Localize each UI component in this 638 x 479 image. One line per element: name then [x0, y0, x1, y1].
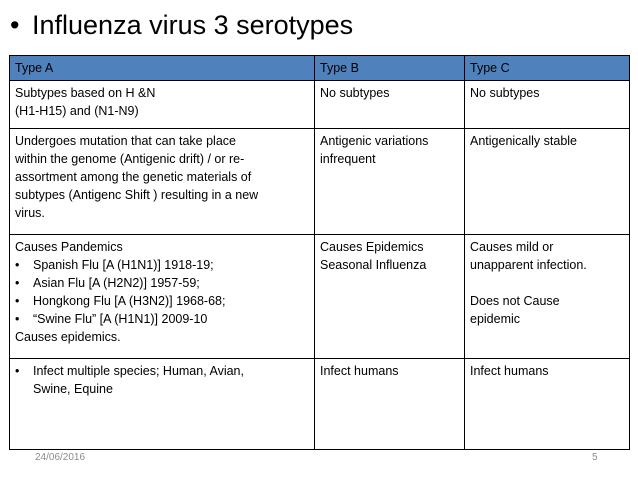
cell-line: virus. — [15, 206, 45, 220]
header-type-a: Type A — [10, 56, 315, 81]
cell-line: Causes mild or — [470, 240, 554, 254]
cell-line: epidemic — [470, 312, 521, 326]
cell-line: infrequent — [320, 152, 376, 166]
spacer — [470, 274, 624, 292]
title-text: Influenza virus 3 serotypes — [32, 10, 354, 40]
cell-line: unapparent infection. — [470, 258, 587, 272]
host-list — [15, 362, 309, 398]
cell-b-epidemiology — [315, 235, 465, 359]
cell-b-hosts: Infect humans — [315, 359, 465, 450]
cell-c-hosts: Infect humans — [465, 359, 630, 450]
cell-line: Causes Epidemics — [320, 240, 424, 254]
cell-line: subtypes (Antigenc Shift ) resulting in a new — [15, 188, 259, 202]
cell-c-mutation: Antigenically stable — [465, 129, 630, 235]
slide-title — [10, 8, 353, 42]
cell-line: Swine, Equine — [33, 382, 113, 396]
cell-line: within the genome (Antigenic drift) / or re- — [15, 152, 245, 166]
cell-line: Seasonal Influenza — [320, 258, 427, 272]
cell-line: Subtypes based on H &N — [15, 86, 156, 100]
footer-page-number: 5 — [592, 452, 598, 463]
list-item: • “Swine Flu” [A (H1N1)] 2009-10 — [15, 310, 309, 328]
cell-a-mutation — [10, 129, 315, 235]
table-row-hosts — [10, 359, 630, 450]
table-row-epidemiology — [10, 235, 630, 359]
list-item: • Spanish Flu [A (H1N1)] 1918-19; — [15, 256, 309, 274]
title-bullet: • — [10, 10, 20, 40]
serotype-table — [9, 55, 630, 450]
cell-a-epidemiology — [10, 235, 315, 359]
list-item: • Hongkong Flu [A (H3N2)] 1968-68; — [15, 292, 309, 310]
pandemic-list — [15, 256, 309, 328]
footer-date: 24/06/2016 — [35, 452, 86, 463]
table-header-row — [10, 56, 630, 81]
list-item — [15, 362, 309, 398]
list-item: • Asian Flu [A (H2N2)] 1957-59; — [15, 274, 309, 292]
cell-line: Antigenic variations — [320, 134, 429, 148]
cell-b-subtypes: No subtypes — [315, 81, 465, 129]
cell-a-subtypes — [10, 81, 315, 129]
table-row-subtypes — [10, 81, 630, 129]
cell-c-epidemiology — [465, 235, 630, 359]
cell-line: • Infect multiple species; Human, Avian, — [33, 364, 244, 378]
cell-a-hosts — [10, 359, 315, 450]
table-row-mutation — [10, 129, 630, 235]
header-type-b: Type B — [315, 56, 465, 81]
cell-c-subtypes: No subtypes — [465, 81, 630, 129]
cell-line: (H1-H15) and (N1-N9) — [15, 104, 139, 118]
cell-line: Does not Cause — [470, 294, 560, 308]
cell-b-mutation — [315, 129, 465, 235]
cell-line: Causes epidemics. — [15, 330, 121, 344]
cell-line: assortment among the genetic materials of — [15, 170, 252, 184]
cell-line: Undergoes mutation that can take place — [15, 134, 236, 148]
cell-line: Causes Pandemics — [15, 240, 123, 254]
header-type-c: Type C — [465, 56, 630, 81]
